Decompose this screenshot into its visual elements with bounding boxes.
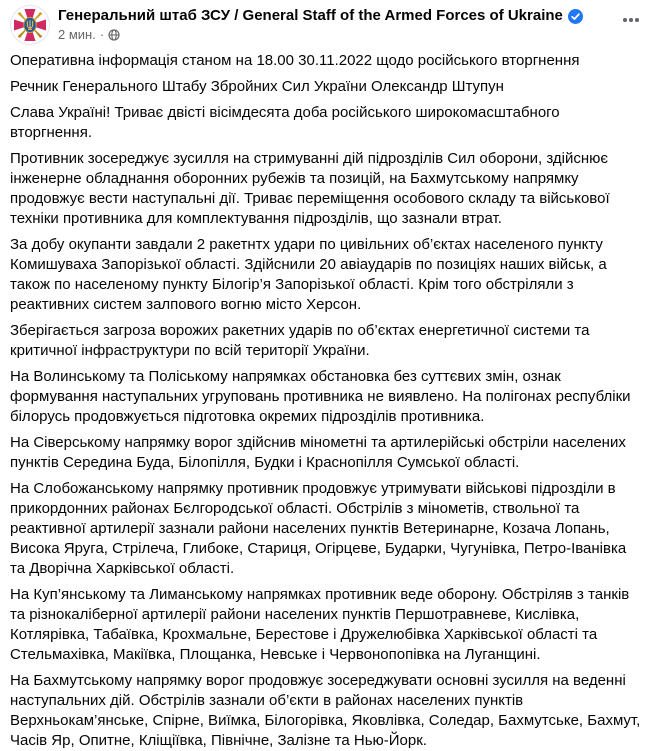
post-header: [0, 0, 663, 49]
post-paragraph: Речник Генерального Штабу Збройних Сил України Олександр Штупун: [10, 78, 504, 95]
general-staff-emblem-icon: [10, 5, 50, 45]
post-paragraph: На Слобожанському напрямку противник продовжує утримувати військові підрозділи в прикордонних районах Бєлгородської області. Обстрілів з мінометів, ствольної та реактивної артилерії зазнали райони населених пунктів Ветеринарне, Козача Лопань, Висока Яруга, Стрілеча, Глибоке, Стариця, Огірцеве, Бударки, Чугунівка, Петро-Іванівка та Дворічна Харківської області.: [10, 480, 627, 577]
post-paragraph: На Куп’янському та Лиманському напрямках противник веде оборону. Обстріляв з танків та різнокаліберної артилерії райони населених пунктів Першотравневе, Кислівка, Котлярівка, Табаївка, Крохмальне, Берестове і Дружелюбівка Харківської області та Стельмахівка, Макіївка, Площанка, Невське і Червонопопівка на Луганщині.: [10, 586, 630, 663]
header-text: [58, 5, 583, 43]
page-name-row: [58, 6, 583, 26]
post-paragraph: Зберігається загроза ворожих ракетних ударів по об’єктах енергетичної системи та критичної інфраструктури по всій території України.: [10, 322, 590, 359]
menu-dot: [635, 18, 639, 22]
verified-check-icon: [568, 9, 583, 24]
post-paragraph: На Сіверському напрямку ворог здійснив мінометні та артилерійські обстріли населених пунктів Середина Буда, Білопілля, Будки і Краснопілля Сумської області.: [10, 434, 626, 471]
menu-dot: [629, 18, 633, 22]
post-meta[interactable]: [58, 27, 583, 43]
page-avatar[interactable]: [10, 5, 50, 45]
meta-separator: ·: [99, 27, 105, 42]
post-body: [0, 49, 663, 751]
timestamp[interactable]: 2 мин.: [58, 27, 96, 42]
post-paragraph: Противник зосереджує зусилля на стримуванні дій підрозділів Сил оборони, здійснює інженерне обладнання оборонних рубежів та позицій, на Бахмутському напрямку продовжує вести наступальні дії. Триває переміщення особового складу та військової техніки противника для комплектування підрозділів, що зазнали втрат.: [10, 150, 610, 227]
menu-dot: [623, 18, 627, 22]
globe-icon: [108, 29, 120, 41]
post-paragraph: Слава Україні! Триває двісті вісімдесята доба російського широкомасштабного вторгнення.: [10, 104, 560, 141]
page-name-link[interactable]: Генеральний штаб ЗСУ / General Staff of the Armed Forces of Ukraine: [58, 7, 563, 24]
post-paragraph: На Волинському та Поліському напрямках обстановка без суттєвих змін, ознак формування наступальних угруповань противника не виявлено. На полігонах республіки білорусь продовжується підготовка окремих підрозділів противника.: [10, 368, 631, 425]
post-paragraph: Оперативна інформація станом на 18.00 30.11.2022 щодо російського вторгнення: [10, 52, 580, 69]
three-dots-menu-icon[interactable]: [615, 9, 647, 31]
post-paragraph: За добу окупанти завдали 2 ракетнтх удари по цивільних об’єктах населеного пункту Комишуваха Запорізької області. Здійснили 20 авіаударів по позиціях наших військ, а також по населеному пункту Білогір’я Запорізької області. Крім того обстріляли з реактивних систем залпового вогню місто Херсон.: [10, 236, 607, 313]
post-paragraph: На Бахмутському напрямку ворог продовжує зосереджувати основні зусилля на веденні наступальних дій. Обстрілів зазнали об’єкти в районах населених пунктів Верхньокам’янське, Спірне, Виїмка, Білогорівка, Яковлівка, Соледар, Бахмутське, Бахмут, Часів Яр, Опитне, Кліщіївка, Північне, Залізне та Нью-Йорк.: [10, 672, 641, 749]
